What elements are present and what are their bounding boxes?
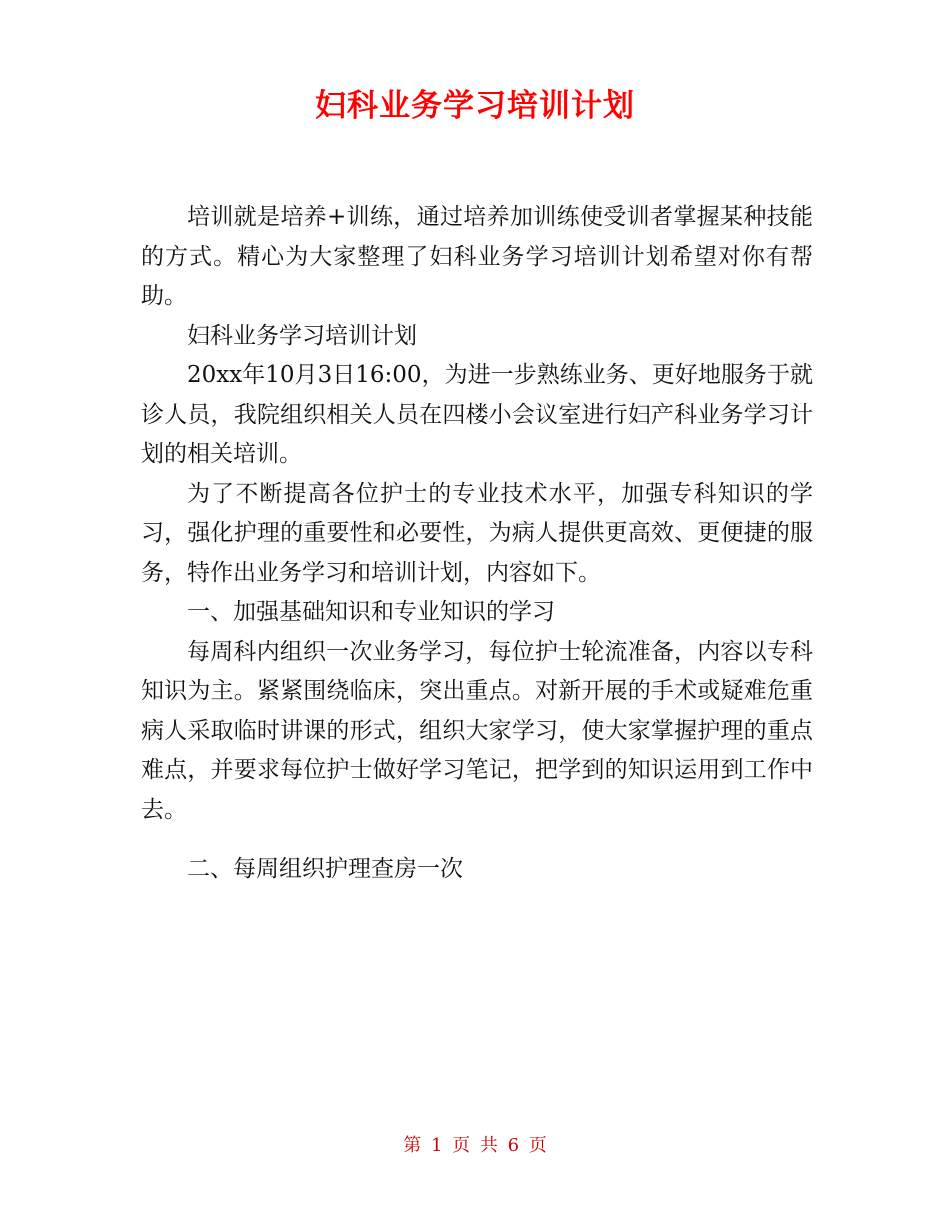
paragraph-subtitle: 妇科业务学习培训计划 (187, 322, 417, 349)
page-footer: 第 1 页 共 6 页 (403, 1135, 547, 1156)
section-heading-1: 一、加强基础知识和专业知识的学习 (187, 599, 555, 625)
paragraph-section-1: 每周科内组织一次业务学习，每位护士轮流准备，内容以专科知识为主。紧紧围绕临床，突出重点。对新开展的手术或疑难危重病人采取临时讲课的形式，组织大家学习，使大家掌握护理的重点难点，并要求每位护士做好学习笔记，把学到的知识运用到工作中去。 (141, 638, 813, 823)
document-body (141, 198, 813, 890)
section-heading-2: 二、每周组织护理查房一次 (187, 856, 463, 882)
paragraph-date: 20xx年10月3日16:00，为进一步熟练业务、更好地服务于就诊人员，我院组织相关人员在四楼小会议室进行妇产科业务学习计划的相关培训。 (141, 362, 813, 467)
paragraph-intro: 培训就是培养+训练，通过培养加训练使受训者掌握某种技能的方式。精心为大家整理了妇科业务学习培训计划希望对你有帮助。 (141, 204, 813, 309)
document-title: 妇科业务学习培训计划 (315, 88, 635, 124)
paragraph-purpose: 为了不断提高各位护士的专业技术水平，加强专科知识的学习，强化护理的重要性和必要性，为病人提供更高效、更便捷的服务，特作出业务学习和培训计划，内容如下。 (141, 480, 813, 586)
